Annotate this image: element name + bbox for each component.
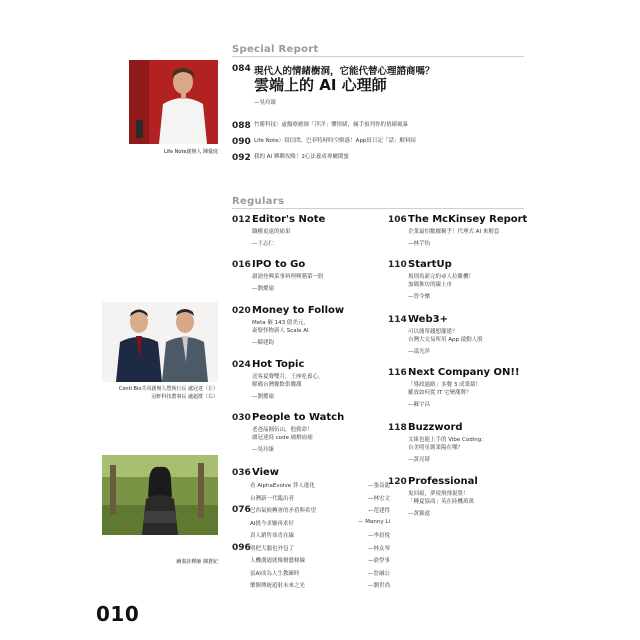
entry-page: 016: [232, 260, 251, 270]
entry-title: Editor's Note: [252, 214, 326, 225]
entry-author: —劉燿瑜: [252, 286, 275, 292]
special-report-main-kicker: 現代人的情緒樹洞，它能代替心理諮商嗎？: [254, 66, 435, 77]
entry-title: IPO to Go: [252, 259, 306, 270]
special-report-main-title: 雲端上的 AI 心理師: [254, 76, 387, 94]
entry-desc: 可以簡單錢想擺建？: [408, 329, 458, 335]
entry-desc: 老爸晶圓伍山，他救命！: [252, 427, 313, 433]
entry-author: —曾令懷: [408, 294, 431, 300]
view-row-title: 台灣新一代臨出者: [250, 495, 295, 502]
entry-title: Next Company ON!!: [408, 367, 520, 378]
view-row: [250, 481, 390, 493]
entry-desc: 「轉夏協商」英在陸機萬萬: [408, 499, 475, 505]
view-row-author: —范建得: [367, 508, 390, 514]
entry-author: —黃錦遠: [408, 511, 431, 517]
view-row: [250, 531, 390, 543]
view-row: [250, 519, 390, 531]
entry-title: StartUp: [408, 259, 452, 270]
entry-page: 116: [388, 368, 407, 378]
entry-desc: 肅涌登興菜事料理興膳第一股: [252, 274, 324, 280]
entry-page: 114: [388, 315, 407, 325]
entry-page: 012: [232, 215, 251, 225]
special-report-item-page: 088: [232, 121, 251, 131]
view-row-author: —李晨悅: [367, 533, 390, 539]
entry-desc: 加碼推坊的線上市: [408, 282, 453, 288]
entry-desc: Meta 砸 143 億美元，: [252, 320, 309, 326]
special-report-item-text: Life Note〉寫信問、巴菲特時時空解惑！App寫日記「話」解料結: [254, 138, 416, 144]
view-row-author: — Manny Li: [358, 518, 390, 525]
entry-title: People to Watch: [252, 412, 345, 423]
entry-author: —蘇宇昌: [408, 402, 431, 408]
special-report-heading: Special Report: [232, 44, 319, 55]
entry-title: Professional: [408, 476, 478, 487]
view-row-title: 別把大腦也外包了: [250, 545, 295, 552]
regulars-photo-men-caption: 冠軒科技董事長 盧超群（右）: [151, 394, 218, 400]
view-row-title: 巴西氣候轉會的矛盾與希望: [250, 508, 317, 514]
entry-desc: 盧冠達寫 code 破解血癌: [252, 435, 313, 441]
view-row: [250, 506, 390, 518]
page-folio: 010: [96, 602, 140, 626]
entry-page: 024: [232, 360, 251, 370]
special-report-main-author: —吳玲臻: [254, 100, 277, 106]
entry-page: 106: [388, 215, 407, 225]
entry-page: 020: [232, 306, 251, 316]
entry-desc: 規則馬新完的尋人拉雞機！: [408, 274, 475, 280]
entry-desc: 台美明星創業陽在哪？: [408, 445, 464, 451]
entry-page: 030: [232, 413, 251, 423]
view-row-author: —詹融公: [367, 570, 390, 577]
regulars-photo-woman-caption: 繪畫詮釋師 陳薏紀: [176, 559, 218, 565]
entry-page: 118: [388, 423, 407, 433]
view-row-title: 看 AlphaEvolve 莽人進化: [250, 483, 315, 489]
special-report-photo: [129, 60, 218, 144]
entry-author: —陳建鈞: [252, 340, 275, 346]
special-report-item-page: 092: [232, 153, 251, 163]
special-report-item-text: 竹勝科技〉虛擬療癒師「洋洋」懂情緒，倆手預判你的情緒風暴: [254, 122, 409, 128]
entry-page: 120: [388, 477, 407, 487]
regulars-heading: Regulars: [232, 196, 285, 207]
view-row: [250, 569, 390, 581]
regulars-photo-men: [102, 302, 218, 382]
entry-title: Money to Follow: [252, 305, 345, 316]
regulars-photo-men-caption: Conti Bio共同創辦人暨執行長 盧冠達（左）: [118, 386, 218, 392]
entry-author: —王志仁: [252, 241, 275, 247]
view-row: [250, 544, 390, 556]
entry-desc: 送客夏聲雙月，王座吃養心，: [252, 374, 324, 380]
special-report-item-text: 我的 AI 夥聊攻略！2心法養成專屬閨蜜: [254, 154, 349, 160]
entry-desc: 職權更遠的痛果: [252, 229, 291, 235]
view-row: [250, 581, 390, 593]
special-report-main-page: 084: [232, 64, 251, 74]
regulars-rule: [232, 208, 524, 209]
entry-desc: 豪娶怪物新人 Scale AI: [252, 328, 309, 334]
view-row: [250, 494, 390, 506]
entry-desc: 解碼台灣餐飲供購潮: [252, 382, 302, 388]
view-title: View: [252, 467, 280, 478]
entry-title: Buzzword: [408, 422, 463, 433]
view-row-title: 樂閱傳統遊射未來之光: [250, 583, 306, 589]
view-row-title: 富AI成為人生教練時: [250, 570, 300, 577]
view-row-author: —俞學事: [367, 558, 390, 564]
entry-desc: 台灣大交易所用 App 啟動人股: [408, 337, 483, 343]
special-report-photo-caption: Life Note創辦人 陳彙庭: [163, 149, 218, 155]
view-row-author: —林宏文: [367, 495, 390, 502]
regulars-photo-woman: [102, 455, 218, 535]
view-row: [250, 556, 390, 568]
entry-desc: 企業最怕數據稱乎！代理式 AI 來解套: [408, 229, 500, 235]
entry-desc: 文組也能上手的 Vibe Coding：: [408, 437, 487, 443]
view-row-author: —劉世尚: [367, 583, 390, 589]
entry-author: —黃亮辯: [408, 457, 431, 463]
entry-author: —邵光萍: [408, 349, 431, 355]
view-row-title: AI挑今求嫌再求好: [250, 520, 294, 527]
special-report-rule: [232, 56, 524, 57]
view-row-title: 人機溝通就像撥藝條線: [250, 558, 306, 564]
entry-author: —吳玲臻: [252, 447, 275, 453]
entry-desc: 鬼回瘟，夢境飛飛視覺！: [408, 491, 469, 497]
entry-title: The McKinsey Report: [408, 214, 528, 225]
entry-author: —林芋怡: [408, 241, 431, 247]
entry-page: 110: [388, 260, 407, 270]
view-row-page: 096: [232, 542, 251, 553]
entry-desc: 羅放如何從 IT 宅變潮牌？: [408, 390, 472, 396]
entry-title: Web3+: [408, 314, 448, 325]
entry-title: Hot Topic: [252, 359, 305, 370]
entry-desc: 「導政過路」多餐 3 成業績！: [408, 382, 481, 388]
view-page: 036: [232, 468, 251, 478]
view-row-title: 真人銷售恭喜在線: [250, 533, 295, 539]
view-row-page: 076: [232, 505, 251, 515]
special-report-item-page: 090: [232, 137, 251, 147]
entry-author: —劉燿瑜: [252, 394, 275, 400]
view-row-author: —林友琴: [367, 545, 390, 552]
view-row-author: —張益龍: [367, 483, 390, 489]
